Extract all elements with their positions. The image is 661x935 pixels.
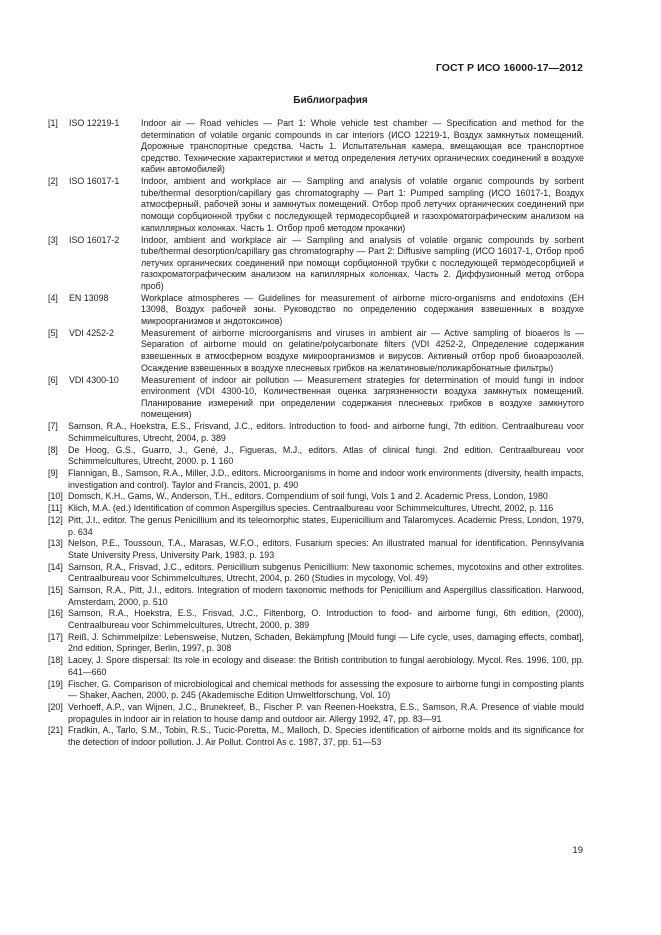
- standard-code: VDI 4300-10: [69, 374, 119, 385]
- bibliography-entry: [48, 515, 584, 538]
- entry-number: [10]: [48, 491, 63, 502]
- standard-code: EN 13098: [69, 292, 109, 303]
- entry-number: [13]: [48, 538, 63, 549]
- entry-text: Workplace atmospheres — Guidelines for measurement of airborne micro-organisms and endotoxins (EH 13098, Воздух рабочей зоны. Руководство по определению содержания взвешенных в воздухе микроорганизмов и эндотоксинов): [141, 292, 584, 326]
- entry-text: Fradkin, A., Tarlo, S.M., Tobin, R.S., Tucic-Porettа, M., Malloch, D. Species identification of airborne molds and its significance for the detection of indoor pollution. J. Air Pollut. Control As c. 1987, 37, pp. 51—53: [68, 725, 584, 747]
- entry-text: Klich, M.A. (ed.) Identification of common Aspergillus species. Centraalbureau voor Schimmelcultures, Utrecht, 2002, p. 116: [68, 503, 554, 514]
- standard-code: ISO 12219-1: [69, 118, 120, 128]
- bibliography-entry: [48, 176, 584, 234]
- bibliography-entry: [48, 679, 584, 702]
- entry-number: [20]: [48, 701, 63, 712]
- entry-number: [3]: [48, 234, 58, 245]
- bibliography-entry: [48, 725, 584, 748]
- entry-number: [4]: [48, 292, 58, 303]
- bibliography-entry: [48, 538, 584, 561]
- entry-number: [12]: [48, 514, 63, 525]
- entry-text: Fischer, G. Comparison of microbiological and chemical methods for assessing the exposure to airborne fungi in composting plants — Shaker, Aachen, 2000, p. 245 (Akademische Edition Umweltforschung, Vol. 10): [68, 678, 584, 701]
- entry-text: Measurement of airborne microorganisms and viruses in ambient air — Active sampling of bioaeros ls — Separation of airborne mould on gelatine/polycarbonate filters (VDI 4252-2, Определение содержания взвешенных в атмосферном воздухе микроорганизмов и вирусов. Активный отбор проб биоаэрозолей. Осаждение взвешенных в воздухе плесневых грибков на желатиновые/поликарбонатные фильтры): [141, 327, 584, 373]
- entry-number: [7]: [48, 421, 58, 432]
- entry-number: [16]: [48, 608, 63, 619]
- entry-text: Verhoeff, A.P., van Wijnen, J.C., Brunekreef, B., Fischer P. van Reenen-Hoekstra, E.S., Samson, R.A. Presence of viable mould propagules in indoor air in relation to house damp and outdoor air. Allergy 1992, 47, pp. 83—91: [68, 701, 584, 724]
- entry-text: Measurement of indoor air pollution — Measurement strategies for determination of mould fungi in indoor environment (VDI 4300-10, Количественная оценка загрязненности воздуха замкнутых помещений. Планирование измерений при определении содержания плесневых грибков в воздухе замкнутого помещения): [141, 374, 584, 420]
- entry-text: Indoor, ambient and workplace air — Sampling and analysis of volatile organic compounds by sorbent tube/thermal desorption/capillary gas chromatography — Part 2: Diffusive sampling (ИСО 16017-1, Отбор проб летучих органических соединений при помощи сорбционной трубки с последующей термодесорбцией и газохроматографическим анализом на капиллярных колонках. Часть 2. Диффузионный метод отбора проб): [141, 234, 584, 291]
- bibliography-entry: [48, 445, 584, 468]
- entry-text: Samson, R.A., Frisvad, J.C., editors. Penicillium subgenus Penicillium: New taxonomic schemes, mycotoxins and other extrolites. Centraalbureau voor Schimmelcultures, Utrecht, 2004, p. 260 (Studies in mycology, Vol. 49): [68, 561, 584, 584]
- bibliography-entry: [48, 585, 584, 608]
- bibliography-entry: [48, 702, 584, 725]
- entry-number: [21]: [48, 725, 63, 736]
- document-code-header: ГОСТ Р ИСО 16000-17—2012: [435, 62, 583, 74]
- entry-text: Reiß, J. Schimmelpilze: Lebensweise, Nutzen, Schaden, Bekämpfung [Mould fungi — Life cycle, uses, damaging effects, combat], 2nd edition, Springer, Berlin, 1997, p. 308: [68, 631, 584, 654]
- entry-number: [18]: [48, 655, 63, 666]
- bibliography-entry: [48, 328, 584, 374]
- bibliography-entry: [48, 293, 584, 328]
- entry-text: Pitt, J.I., editor. The genus Penicillium and its teleomorphic states, Eupenicillium and Talaromyces. Academic Press, London, 1979, p. 634: [68, 514, 584, 537]
- entry-number: [19]: [48, 678, 63, 689]
- entry-text: De Hoog, G.S., Guarro, J., Gené, J., Figueras, M.J., editors. Atlas of clinical fungi. 2nd edition. Centraalbureau voor Schimmelcultures, Utrecht, 2000. p. 1 160: [68, 444, 584, 467]
- standard-code: VDI 4252-2: [69, 327, 114, 338]
- entry-number: [17]: [48, 631, 63, 642]
- standard-code: ISO 16017-2: [69, 234, 120, 245]
- bibliography-entry: [48, 118, 584, 176]
- entry-number: [1]: [48, 118, 58, 128]
- bibliography-entry: [48, 421, 584, 444]
- bibliography-entry: [48, 562, 584, 585]
- bibliography-entry: [48, 632, 584, 655]
- entry-text: Samson, R.A., Hoekstra, E.S., Frisvad, J.C., Filtenborg, O. Introduction to food- and airborne fungi, 6th edition, (2000), Centraalbureau voor Schimmelcultures, Utrecht, 2000, p. 389: [68, 608, 584, 630]
- bibliography-entry: [48, 608, 584, 631]
- entry-number: [5]: [48, 327, 58, 338]
- entry-text: Samson, R.A., Hoekstra, E.S., Frisvand, J.C., editors. Introduction to food- and airborne fungi, 7th edition. Centraalbureau voor Schimmelcultures, Utrecht, 2004, p. 389: [68, 421, 584, 443]
- entry-text: Nelson, P.E., Toussoun, T.A., Marasas, W.F.O., editors. Fusarium species: An illustrated manual for identification. Pennsylvania State University Press, University Park, 1983, p. 193: [68, 538, 584, 560]
- entry-number: [2]: [48, 176, 58, 187]
- entry-text: Lacey, J. Spore dispersal: Its role in ecology and disease: the British contribution to fungal aerobiology. Mycol. Res. 1996, 100, pp. 641—660: [68, 655, 584, 677]
- entry-number: [14]: [48, 561, 63, 572]
- bibliography-entry: [48, 655, 584, 678]
- bibliography-entry: [48, 375, 584, 421]
- bibliography-list: [48, 118, 584, 749]
- entry-text: Indoor, ambient and workplace air — Sampling and analysis of volatile organic compounds by sorbent tube/thermal desorption/capillary gas chromatography — Part 1: Pumped sampling (ИСО 16017-1, Воздух атмосферный, рабочей зоны и замкнутых помещений. Отбор проб летучих органических соединений при помощи сорбционной трубки с последующей термодесорбцией и газохроматографическим анализом на капиллярных колонках. Часть 1. Отбор проб методом прокачки): [141, 176, 584, 233]
- entry-text: Indoor air — Road vehicles — Part 1: Whole vehicle test chamber — Specification and method for the determination of volatile organic compounds in car interiors (ИСО 12219-1, Воздух замкнутых помещений. Дорожные транспортные средства. Часть 1. Испытательная камера, вмещающая все транспортное средство. Технические характеристики и метод определения летучих органических соединений в воздухе кабин автомобилей): [141, 118, 584, 175]
- page-number: 19: [572, 845, 583, 856]
- entry-number: [6]: [48, 374, 58, 385]
- entry-number: [11]: [48, 503, 63, 514]
- entry-text: Domsch, K.H., Gams, W., Anderson, T.H., editors. Compendium of soil fungi, Vols 1 and 2. Academic Press, London, 1980: [68, 491, 548, 502]
- bibliography-entry: [48, 468, 584, 491]
- entry-text: Samson, R.A., Pitt, J.I., editors. Integration of modern taxonomic methods for Penicillium and Aspergillus classification. Harwood, Amsterdam, 2000, p. 510: [68, 585, 584, 607]
- bibliography-entry: [48, 491, 584, 503]
- bibliography-entry: [48, 235, 584, 293]
- entry-number: [8]: [48, 444, 58, 455]
- entry-text: Flannigan, B., Samson, R.A., Miller, J.D., editors. Microorganisms in home and indoor work environments (diversity, health impacts, investigation and control). Taylor and Francis, 2001, p. 490: [68, 467, 584, 490]
- entry-number: [9]: [48, 467, 58, 478]
- bibliography-entry: [48, 503, 584, 515]
- bibliography-title: Библиография: [293, 95, 368, 106]
- standard-code: ISO 16017-1: [69, 176, 120, 187]
- entry-number: [15]: [48, 585, 63, 596]
